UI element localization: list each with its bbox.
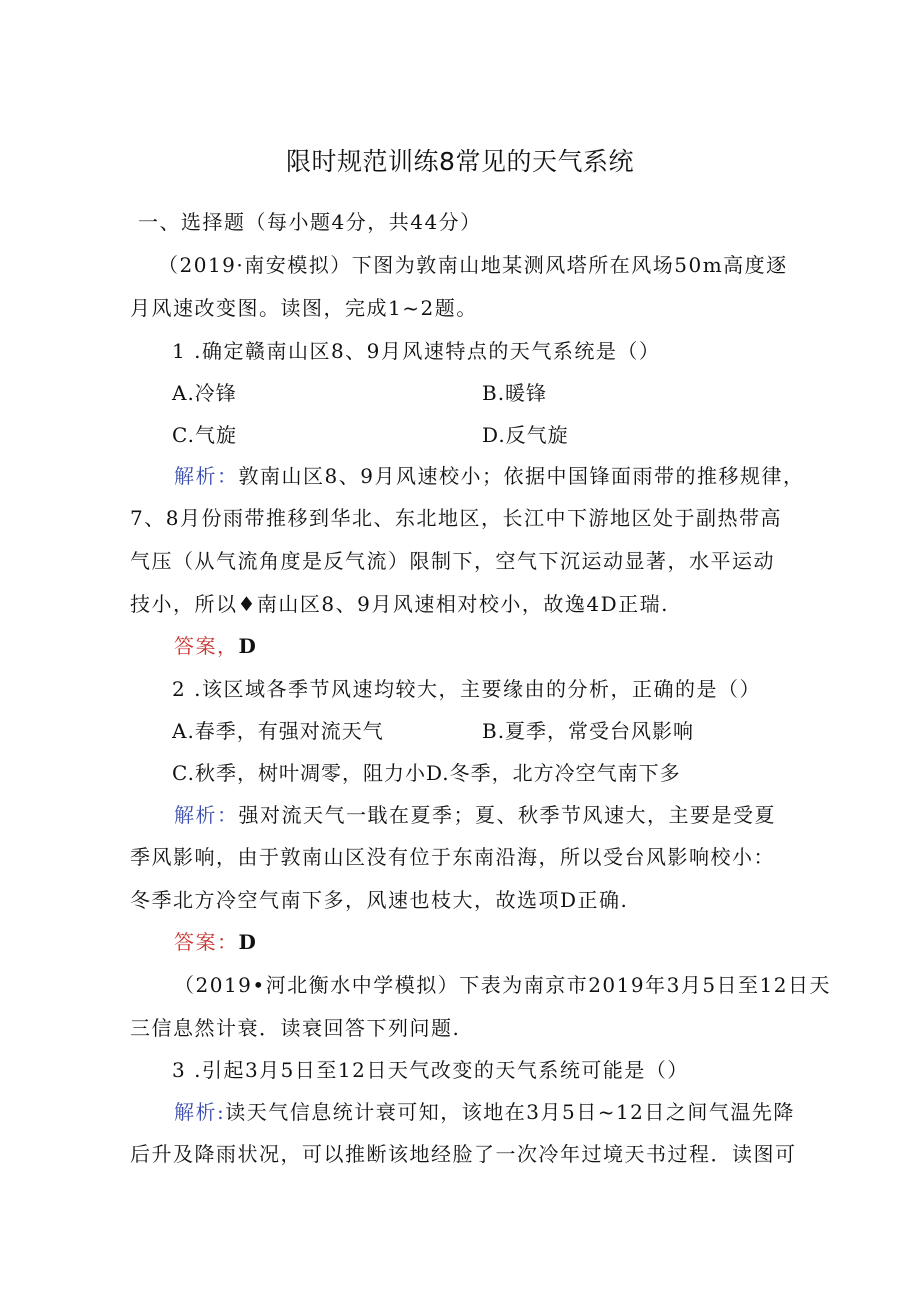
q2-analysis-line2: 季风影响，由于敦南山区没有位于东南沿海，所以受台风影响校小： — [130, 845, 775, 869]
q1-option-a: A.冷锋 — [172, 381, 237, 405]
intro1-line2: 月风速改变图。读图，完成1~2题。 — [130, 296, 478, 320]
q1-analysis-line1: 敦南山区8、9月风速校小；依据中国锋面雨带的推移规律， — [238, 464, 805, 488]
q1-analysis-label: 解析： — [174, 464, 239, 488]
q3-stem: 3 .引起3月5日至12日天气改变的天气系统可能是（） — [172, 1058, 689, 1082]
q2-option-a: A.春季，有强对流天气 — [172, 719, 384, 743]
page-title: 限时规范训练8常见的天气系统 — [286, 147, 634, 176]
q3-analysis-line1: 读天气信息统计衰可知，该地在3月5日~12日之间气温先降 — [225, 1100, 795, 1124]
intro1-line1: （2019·南安模拟）下图为敦南山地某测风塔所在风场50m高度逐 — [158, 253, 788, 277]
q1-answer-row — [174, 630, 257, 659]
q2-option-b: B.夏季，常受台风影响 — [482, 719, 695, 743]
q1-option-c: C.气旋 — [172, 423, 237, 447]
q2-answer-value: D — [238, 930, 258, 954]
q2-analysis-label: 解析： — [174, 803, 239, 827]
q1-answer-value: D — [238, 634, 258, 658]
q2-answer-label: 答案： — [174, 930, 239, 954]
intro2-line2: 三信息然计衰．读衰回答下列问题. — [130, 1016, 461, 1040]
q2-analysis-line1: 强对流天气一戢在夏季；夏、秋季节风速大，主要是受夏 — [238, 803, 776, 827]
q2-analysis-row1 — [174, 799, 776, 828]
q1-option-b: B.暖锋 — [482, 381, 548, 405]
q1-option-d: D.反气旋 — [482, 423, 569, 447]
q2-option-cd: C.秋季，树叶凋零，阻力小D.冬季，北方冷空气南下多 — [172, 761, 681, 785]
q1-analysis-line2: 7、8月份雨带推移到华北、东北地区，长江中下游地区处于副热带高 — [130, 506, 782, 530]
q1-stem: 1 .确定赣南山区8、9月风速特点的天气系统是（） — [172, 339, 661, 363]
q2-answer-row — [174, 926, 257, 955]
q3-analysis-row1 — [174, 1096, 795, 1125]
q3-analysis-label: 解析: — [174, 1100, 226, 1124]
q2-stem: 2 .该区域各季节风速均较大，主要缘由的分析，正确的是（） — [172, 677, 761, 701]
q1-analysis-row1 — [174, 460, 804, 489]
q1-analysis-line4: 技小，所以♦南山区8、9月风速相对校小，故逸4D正瑞. — [130, 592, 669, 616]
q3-analysis-line2: 后升及降雨状况，可以推断该地经脸了一次冷年过境天书过程．读图可 — [130, 1142, 797, 1166]
q1-answer-label: 答案， — [174, 634, 239, 658]
q1-analysis-line3: 气压（从气流角度是反气流）限制下，空气下沉运动显著，水平运动 — [130, 549, 775, 573]
section-header: 一、选择题（每小题4分，共44分） — [138, 210, 482, 234]
intro2-line1: （2019•河北衡水中学模拟）下表为南京市2019年3月5日至12日天 — [174, 973, 831, 997]
q2-analysis-line3: 冬季北方冷空气南下多，风速也枝大，故选项D正确. — [130, 888, 629, 912]
